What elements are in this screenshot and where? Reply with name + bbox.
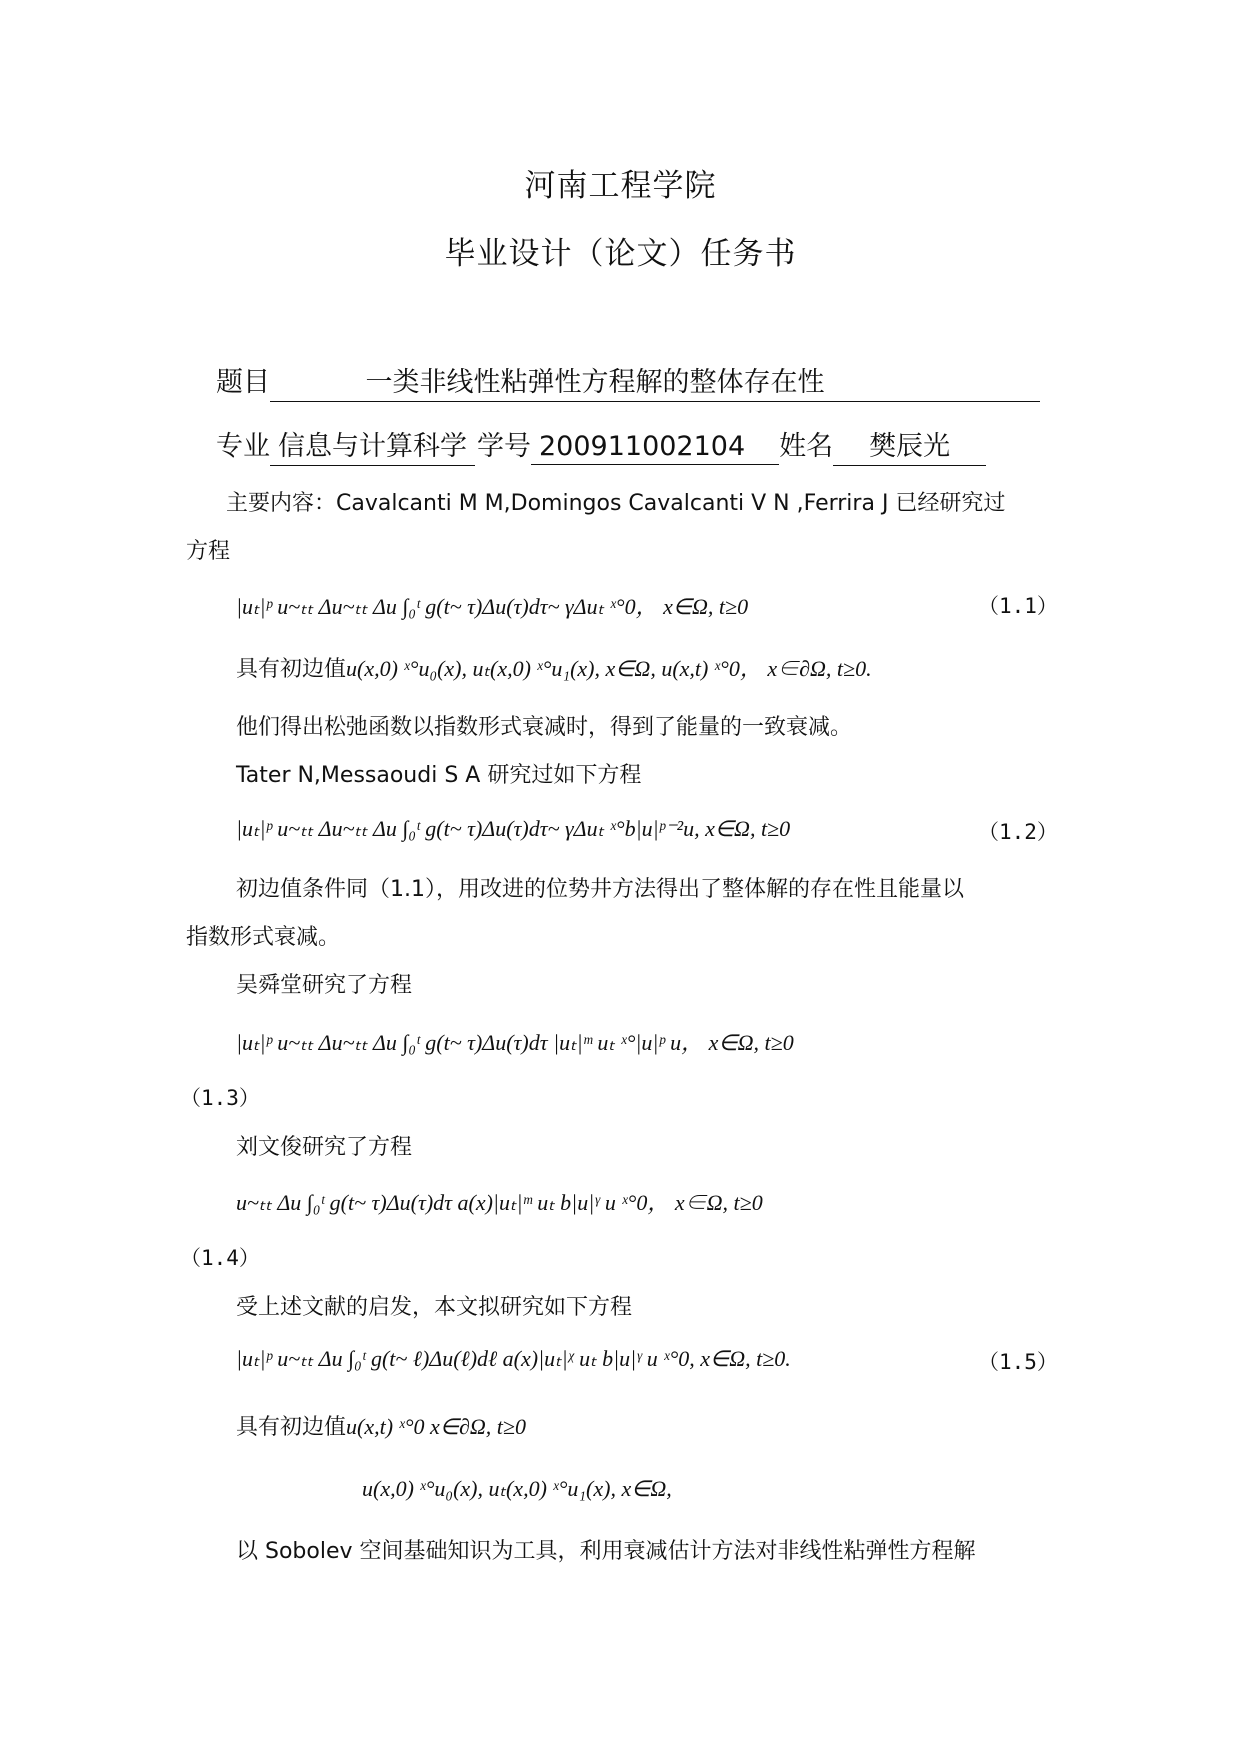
paragraph-tater: Tater N,Messaoudi S A 研究过如下方程 — [236, 763, 642, 788]
paragraph-condition-1: 初边值条件同（1.1），用改进的位势井方法得出了整体解的存在性且能量以 — [236, 877, 964, 902]
initial-boundary-5-prefix: 具有初边值 — [236, 1415, 347, 1440]
equation-1-4: u~ₜₜ Δu ∫₀ᵗ g(t~ τ)Δu(τ)dτ a(x)|uₜ|ᵐ uₜ b|u|ᵞ u ˣ°0， x∈Ω, t≥0 — [236, 1190, 763, 1215]
initial-boundary-5-formula: u(x,t) ˣ°0 x∈∂Ω, t≥0 — [346, 1414, 526, 1439]
equation-1-2-number: （1.2） — [978, 820, 1058, 844]
topic-value: 一类非线性粘弹性方程解的整体存在性 — [365, 367, 825, 398]
topic-label: 题目 — [216, 367, 270, 398]
equation-1-4-number: （1.4） — [180, 1246, 260, 1270]
equation-1-3: |uₜ|ᵖ u~ₜₜ Δu~ₜₜ Δu ∫₀ᵗ g(t~ τ)Δu(τ)dτ |uₜ|ᵐ uₜ ˣ°|u|ᵖ u， x∈Ω, t≥0 — [236, 1030, 794, 1055]
document-title: 毕业设计（论文）任务书 — [444, 236, 797, 272]
major-label: 专业 — [216, 431, 270, 462]
initial-boundary-1-formula: u(x,0) ˣ°u₀(x), uₜ(x,0) ˣ°u₁(x), x∈Ω, u(x,t) ˣ°0， x∈∂Ω, t≥0. — [346, 656, 872, 681]
initial-boundary-1 — [236, 652, 872, 683]
equation-1-3-number: （1.3） — [180, 1086, 260, 1110]
name-value: 樊辰光 — [869, 431, 951, 462]
school-name: 河南工程学院 — [524, 168, 717, 204]
equation-1-2: |uₜ|ᵖ u~ₜₜ Δu~ₜₜ Δu ∫₀ᵗ g(t~ τ)Δu(τ)dτ~ γΔuₜ ˣ°b|u|ᵖ⁻²u, x∈Ω, t≥0 — [236, 816, 791, 841]
initial-boundary-1-prefix: 具有初边值 — [236, 657, 347, 682]
intro-line-1: 主要内容：Cavalcanti M M,Domingos Cavalcanti V N ,Ferrira J 已经研究过 — [226, 491, 1006, 516]
student-id-value: 200911002104 — [539, 431, 746, 462]
topic-row — [216, 360, 1040, 402]
initial-boundary-5 — [236, 1410, 526, 1441]
equation-1-5-number: （1.5） — [978, 1350, 1058, 1374]
paragraph-liu: 刘文俊研究了方程 — [236, 1135, 413, 1160]
initial-values-5: u(x,0) ˣ°u₀(x), uₜ(x,0) ˣ°u₁(x), x∈Ω, — [362, 1476, 672, 1501]
paragraph-condition-2: 指数形式衰减。 — [186, 925, 341, 950]
equation-1-1-number: （1.1） — [978, 594, 1058, 618]
paragraph-inspired: 受上述文献的启发，本文拟研究如下方程 — [236, 1295, 633, 1320]
paragraph-decay: 他们得出松弛函数以指数形式衰减时，得到了能量的一致衰减。 — [236, 715, 853, 740]
student-info-row — [216, 424, 986, 466]
paragraph-sobolev: 以 Sobolev 空间基础知识为工具，利用衰减估计方法对非线性粘弹性方程解 — [236, 1539, 976, 1564]
major-value: 信息与计算科学 — [278, 431, 467, 462]
intro-line-2: 方程 — [186, 539, 231, 564]
equation-1-1: |uₜ|ᵖ u~ₜₜ Δu~ₜₜ Δu ∫₀ᵗ g(t~ τ)Δu(τ)dτ~ γΔuₜ ˣ°0， x∈Ω, t≥0 — [236, 594, 749, 619]
name-label: 姓名 — [779, 431, 834, 462]
student-id-label: 学号 — [477, 431, 531, 462]
equation-1-5: |uₜ|ᵖ u~ₜₜ Δu ∫₀ᵗ g(t~ ℓ)Δu(ℓ)dℓ a(x)|uₜ|ᵡ uₜ b|u|ᵞ u ˣ°0, x∈Ω, t≥0. — [236, 1346, 791, 1371]
paragraph-wu: 吴舜堂研究了方程 — [236, 973, 413, 998]
